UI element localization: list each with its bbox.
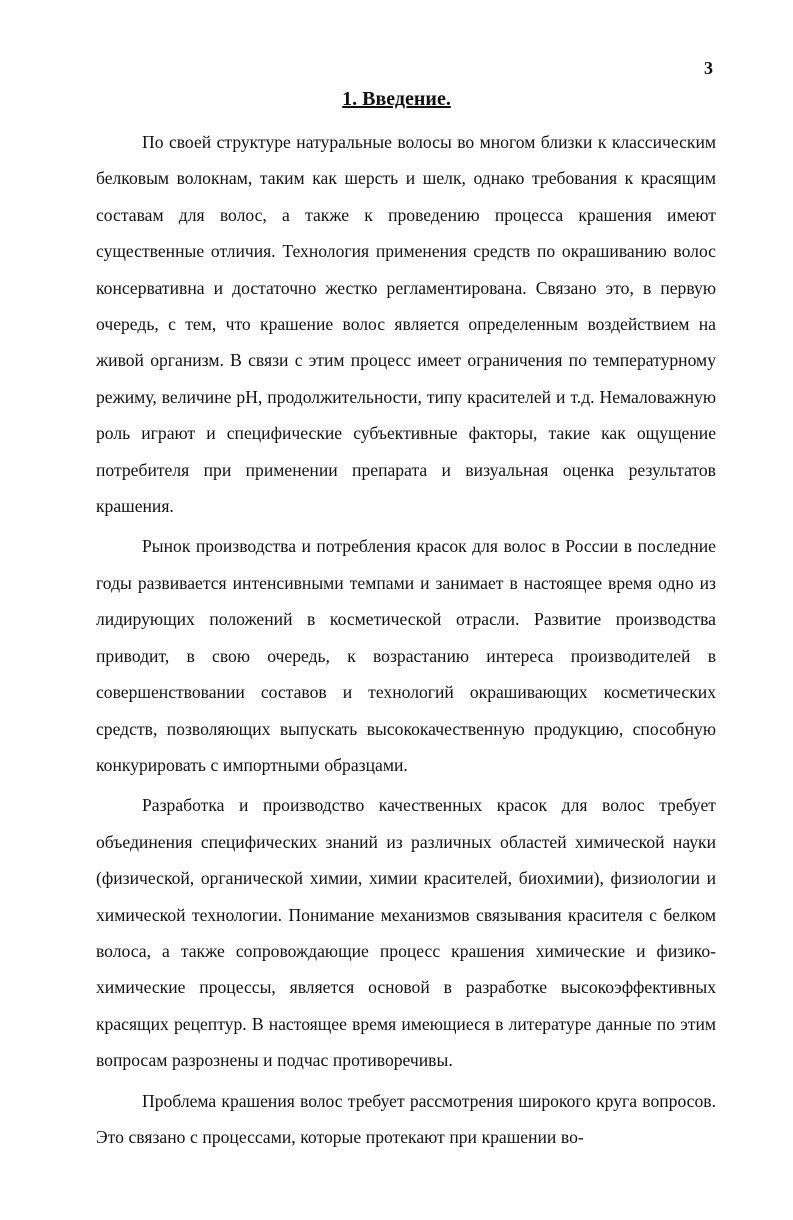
paragraph-2: Рынок производства и потребления красок для волос в России в последние годы развивается интенсивными темпами и занимает в настоящее время одно из лидирующих положений в косметической отрасли. Развитие производства приводит, в свою очередь, к возрастанию интереса производителей в совершенствовании составов и технологий окрашивающих косметических средств, позволяющих выпускать высококачественную продукцию, способную конкурировать с импортными образцами. [96, 536, 716, 775]
document-body [96, 124, 716, 1159]
section-title: 1. Введение. [342, 88, 451, 110]
paragraph-3: Разработка и производство качественных красок для волос требует объединения специфических знаний из различных областей химической науки (физической, органической химии, химии красителей, биохимии), физиологии и химической технологии. Понимание механизмов связывания красителя с белком волоса, а также сопровождающие процесс крашения химические и физико-химические процессы, является основой в разработке высокоэффективных красящих рецептур. В настоящее время имеющиеся в литературе данные по этим вопросам разрознены и подчас противоречивы. [96, 795, 716, 1071]
paragraph-1: По своей структуре натуральные волосы во многом близки к классическим белковым волокнам, таким как шерсть и шелк, однако требования к красящим составам для волос, а также к проведению процесса крашения имеют существенные отличия. Технология применения средств по окрашиванию волос консервативна и достаточно жестко регламентирована. Связано это, в первую очередь, с тем, что крашение волос является определенным воздействием на живой организм. В связи с этим процесс имеет ограничения по температурному режиму, величине рН, продолжительности, типу красителей и т.д. Немаловажную роль играют и специфические субъективные факторы, такие как ощущение потребителя при применении препарата и визуальная оценка результатов крашения. [96, 132, 716, 517]
paragraph-4: Проблема крашения волос требует рассмотрения широкого круга вопросов. Это связано с процессами, которые протекают при крашении во- [96, 1090, 716, 1147]
page-number: 3 [704, 58, 713, 78]
